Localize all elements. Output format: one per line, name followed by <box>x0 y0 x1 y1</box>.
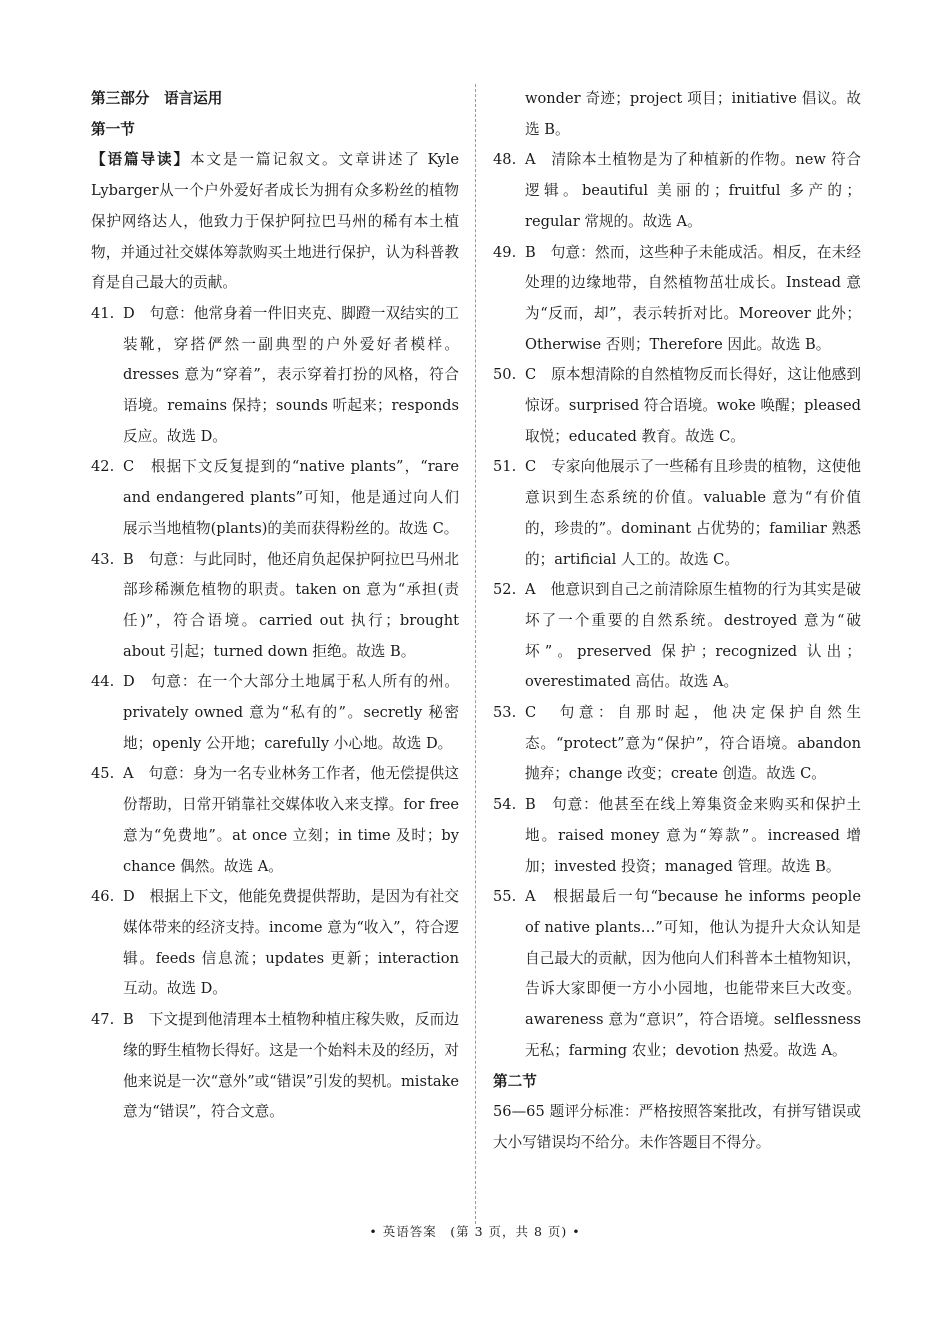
left-question-list <box>91 299 459 1128</box>
answer-explanation: A 句意：身为一名专业林务工作者，他无偿提供这份帮助，日常开销靠社交媒体收入来支撑。for free 意为“免费地”。at once 立刻；in time 及时；by chance 偶然。故选 A。 <box>123 765 459 875</box>
answer-explanation: D 句意：在一个大部分土地属于私人所有的州。privately owned 意为“私有的”。secretly 秘密地；openly 公开地；carefully 小心地。故选 D。 <box>123 673 459 752</box>
answer-number: 52. <box>493 581 517 599</box>
section-1-title: 第一节 <box>91 120 135 138</box>
answer-explanation: B 下文提到他清理本土植物种植庄稼失败，反而边缘的野生植物长得好。这是一个始料未及的经历，对他来说是一次“意外”或“错误”引发的契机。mistake 意为“错误”，符合文意。 <box>123 1011 459 1121</box>
answer-item <box>91 452 459 544</box>
answer-number: 53. <box>493 704 517 722</box>
answer-item <box>493 698 861 790</box>
answer-explanation: C 句意：自那时起，他决定保护自然生态。“protect”意为“保护”，符合语境。abandon 抛弃；change 改变；create 创造。故选 C。 <box>525 704 861 783</box>
answer-number: 42. <box>91 458 115 476</box>
answer-explanation: C 根据下文反复提到的“native plants”，“rare and endangered plants”可知，他是通过向人们展示当地植物(plants)的美而获得粉丝的。故选 C。 <box>123 458 459 537</box>
answer-explanation: A 清除本土植物是为了种植新的作物。new 符合逻辑。beautiful 美丽的；fruitful 多产的；regular 常规的。故选 A。 <box>525 151 861 230</box>
answer-item <box>91 882 459 1005</box>
answer-explanation: C 原本想清除的自然植物反而长得好，这让他感到惊讶。surprised 符合语境。woke 唤醒；pleased 取悦；educated 教育。故选 C。 <box>525 366 861 445</box>
answer-item <box>493 882 861 1066</box>
part-title: 第三部分 语言运用 <box>91 90 223 107</box>
answer-number: 49. <box>493 243 517 261</box>
left-column <box>91 84 459 1128</box>
column-divider <box>475 84 476 1224</box>
answer-number: 41. <box>91 304 115 322</box>
answer-explanation: B 句意：与此同时，他还肩负起保护阿拉巴马州北部珍稀濒危植物的职责。taken on 意为“承担(责任)”，符合语境。carried out 执行；brought about 引起；turned down 拒绝。故选 B。 <box>123 550 459 660</box>
answer-explanation: D 根据上下文，他能免费提供帮助，是因为有社交媒体带来的经济支持。income 意为“收入”，符合逻辑。feeds 信息流；updates 更新；interaction 互动。故选 D。 <box>123 888 459 998</box>
answer-number: 51. <box>493 458 517 476</box>
answer-number: 47. <box>91 1011 115 1029</box>
answer-explanation: D 句意：他常身着一件旧夹克、脚蹬一双结实的工装靴，穿搭俨然一副典型的户外爱好者模样。dresses 意为“穿着”，表示穿着打扮的风格，符合语境。remains 保持；sounds 听起来；responds 反应。故选 D。 <box>123 304 459 445</box>
answer-number: 55. <box>493 888 517 906</box>
answer-number: 46. <box>91 888 115 906</box>
q47-continuation: wonder 奇迹；project 项目；initiative 倡议。故选 B。 <box>525 90 861 138</box>
answer-number: 50. <box>493 366 517 384</box>
answer-number: 48. <box>493 151 517 169</box>
answer-item <box>493 145 861 237</box>
answer-number: 54. <box>493 796 517 814</box>
answer-item <box>91 545 459 668</box>
answer-item <box>493 360 861 452</box>
section-2-title: 第二节 <box>493 1072 537 1090</box>
guide-tag: 【语篇导读】 <box>91 151 190 169</box>
answer-item <box>91 759 459 882</box>
right-question-list <box>493 145 861 1066</box>
guide-text: 本文是一篇记叙文。文章讲述了 Kyle Lybarger从一个户外爱好者成长为拥有众多粉丝的植物保护网络达人，他致力于保护阿拉巴马州的稀有本土植物，并通过社交媒体筹款购买土地进行保护，认为科普教育是自己最大的贡献。 <box>91 151 459 292</box>
answer-explanation: A 他意识到自己之前清除原生植物的行为其实是破坏了一个重要的自然系统。destroyed 意为“破坏”。preserved 保护；recognized 认出；overestimated 高估。故选 A。 <box>525 581 861 691</box>
answer-explanation: C 专家向他展示了一些稀有且珍贵的植物，这使他意识到生态系统的价值。valuable 意为“有价值的，珍贵的”。dominant 占优势的；familiar 熟悉的；artificial 人工的。故选 C。 <box>525 458 861 568</box>
answer-number: 44. <box>91 673 115 691</box>
answer-number: 45. <box>91 765 115 783</box>
answer-explanation: B 句意：他甚至在线上筹集资金来购买和保护土地。raised money 意为“筹款”。increased 增加；invested 投资；managed 管理。故选 B。 <box>525 796 861 875</box>
answer-item <box>493 452 861 575</box>
answer-item <box>493 575 861 698</box>
answer-explanation: A 根据最后一句“because he informs people of native plants…”可知，他认为提升大众认知是自己最大的贡献，因为他向人们科普本土植物知识，告诉大家即便一方小小园地，也能带来巨大改变。awareness 意为“意识”，符合语境。selflessness 无私；farming 农业；devotion 热爱。故选 A。 <box>525 888 861 1059</box>
passage-guide <box>91 145 459 299</box>
answer-item <box>91 299 459 453</box>
answer-item <box>493 790 861 882</box>
section-2-text: 56—65 题评分标准：严格按照答案批改，有拼写错误或大小写错误均不给分。未作答题目不得分。 <box>493 1103 861 1151</box>
answer-item <box>91 667 459 759</box>
answer-explanation: B 句意：然而，这些种子未能成活。相反，在未经处理的边缘地带，自然植物茁壮成长。Instead 意为“反而，却”，表示转折对比。Moreover 此外；Otherwise 否则；Therefore 因此。故选 B。 <box>525 243 861 353</box>
answer-item <box>493 238 861 361</box>
right-column <box>493 84 861 1159</box>
page-footer: • 英语答案 (第 3 页，共 8 页) • <box>369 1224 581 1239</box>
answer-number: 43. <box>91 550 115 568</box>
answer-item <box>91 1005 459 1128</box>
